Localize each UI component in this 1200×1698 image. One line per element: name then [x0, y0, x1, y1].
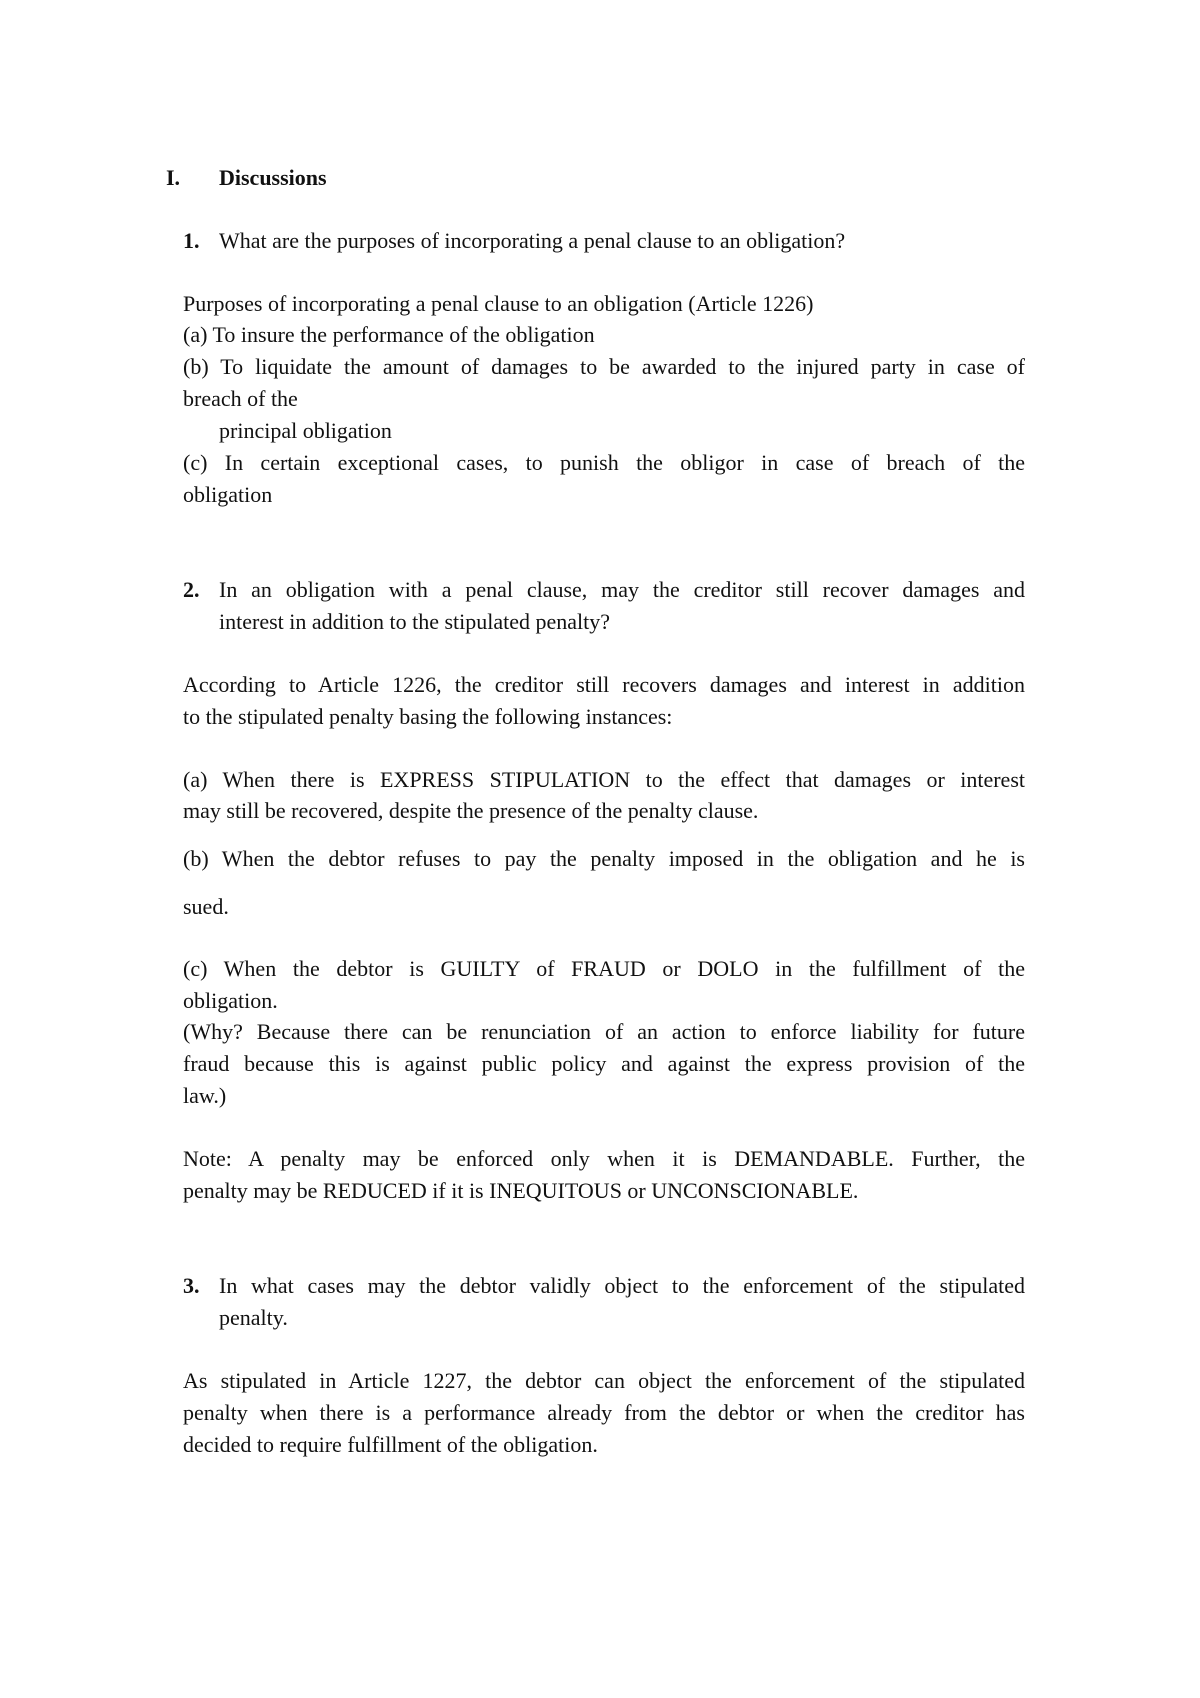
section-title: Discussions: [219, 165, 327, 190]
answer-2-line1: According to Article 1226, the creditor still recovers damages and interest in addition: [183, 672, 1025, 697]
answer-2-note-line1: Note: A penalty may be enforced only when it is DEMANDABLE. Further, the: [183, 1146, 1025, 1171]
answer-1-item-c-line1: (c) In certain exceptional cases, to punish the obligor in case of breach of the: [183, 450, 1025, 475]
answer-2-item-c-line2: obligation.: [183, 988, 278, 1013]
question-1-number: 1.: [183, 228, 200, 253]
answer-2-why-line1: (Why? Because there can be renunciation of an action to enforce liability for future: [183, 1019, 1025, 1044]
answer-1-intro: Purposes of incorporating a penal clause to an obligation (Article 1226): [183, 291, 814, 316]
question-2-number: 2.: [183, 577, 200, 602]
answer-2-item-c-line1: (c) When the debtor is GUILTY of FRAUD or DOLO in the fulfillment of the: [183, 956, 1025, 981]
question-3-number: 3.: [183, 1273, 200, 1298]
answer-1-item-c-line2: obligation: [183, 482, 273, 507]
answer-3-line3: decided to require fulfillment of the obligation.: [183, 1432, 598, 1457]
question-2-line2: interest in addition to the stipulated penalty?: [219, 609, 611, 634]
answer-3-line2: penalty when there is a performance already from the debtor or when the creditor has: [183, 1400, 1025, 1425]
answer-1-item-b-line3: principal obligation: [219, 418, 392, 443]
answer-1-item-b-line1: (b) To liquidate the amount of damages to be awarded to the injured party in case of: [183, 354, 1025, 379]
question-1-text: What are the purposes of incorporating a penal clause to an obligation?: [219, 228, 846, 253]
question-2-line1: In an obligation with a penal clause, may the creditor still recover damages and: [219, 577, 1025, 602]
answer-1-item-b-line2: breach of the: [183, 386, 298, 411]
answer-2-item-a-line2: may still be recovered, despite the presence of the penalty clause.: [183, 798, 759, 823]
question-3-line2: penalty.: [219, 1305, 288, 1330]
section-numeral: I.: [166, 165, 181, 190]
answer-3-line1: As stipulated in Article 1227, the debtor can object the enforcement of the stipulated: [183, 1368, 1025, 1393]
answer-2-why-line2: fraud because this is against public policy and against the express provision of the: [183, 1051, 1025, 1076]
answer-2-item-b-line2: sued.: [183, 894, 229, 919]
question-3-line1: In what cases may the debtor validly object to the enforcement of the stipulated: [219, 1273, 1025, 1298]
answer-2-item-b-line1: (b) When the debtor refuses to pay the penalty imposed in the obligation and he is: [183, 846, 1025, 871]
answer-1-item-a: (a) To insure the performance of the obligation: [183, 322, 595, 347]
answer-2-note-line2: penalty may be REDUCED if it is INEQUITOUS or UNCONSCIONABLE.: [183, 1178, 859, 1203]
answer-2-item-a-line1: (a) When there is EXPRESS STIPULATION to the effect that damages or interest: [183, 767, 1025, 792]
answer-2-line2: to the stipulated penalty basing the following instances:: [183, 704, 673, 729]
answer-2-why-line3: law.): [183, 1083, 227, 1108]
